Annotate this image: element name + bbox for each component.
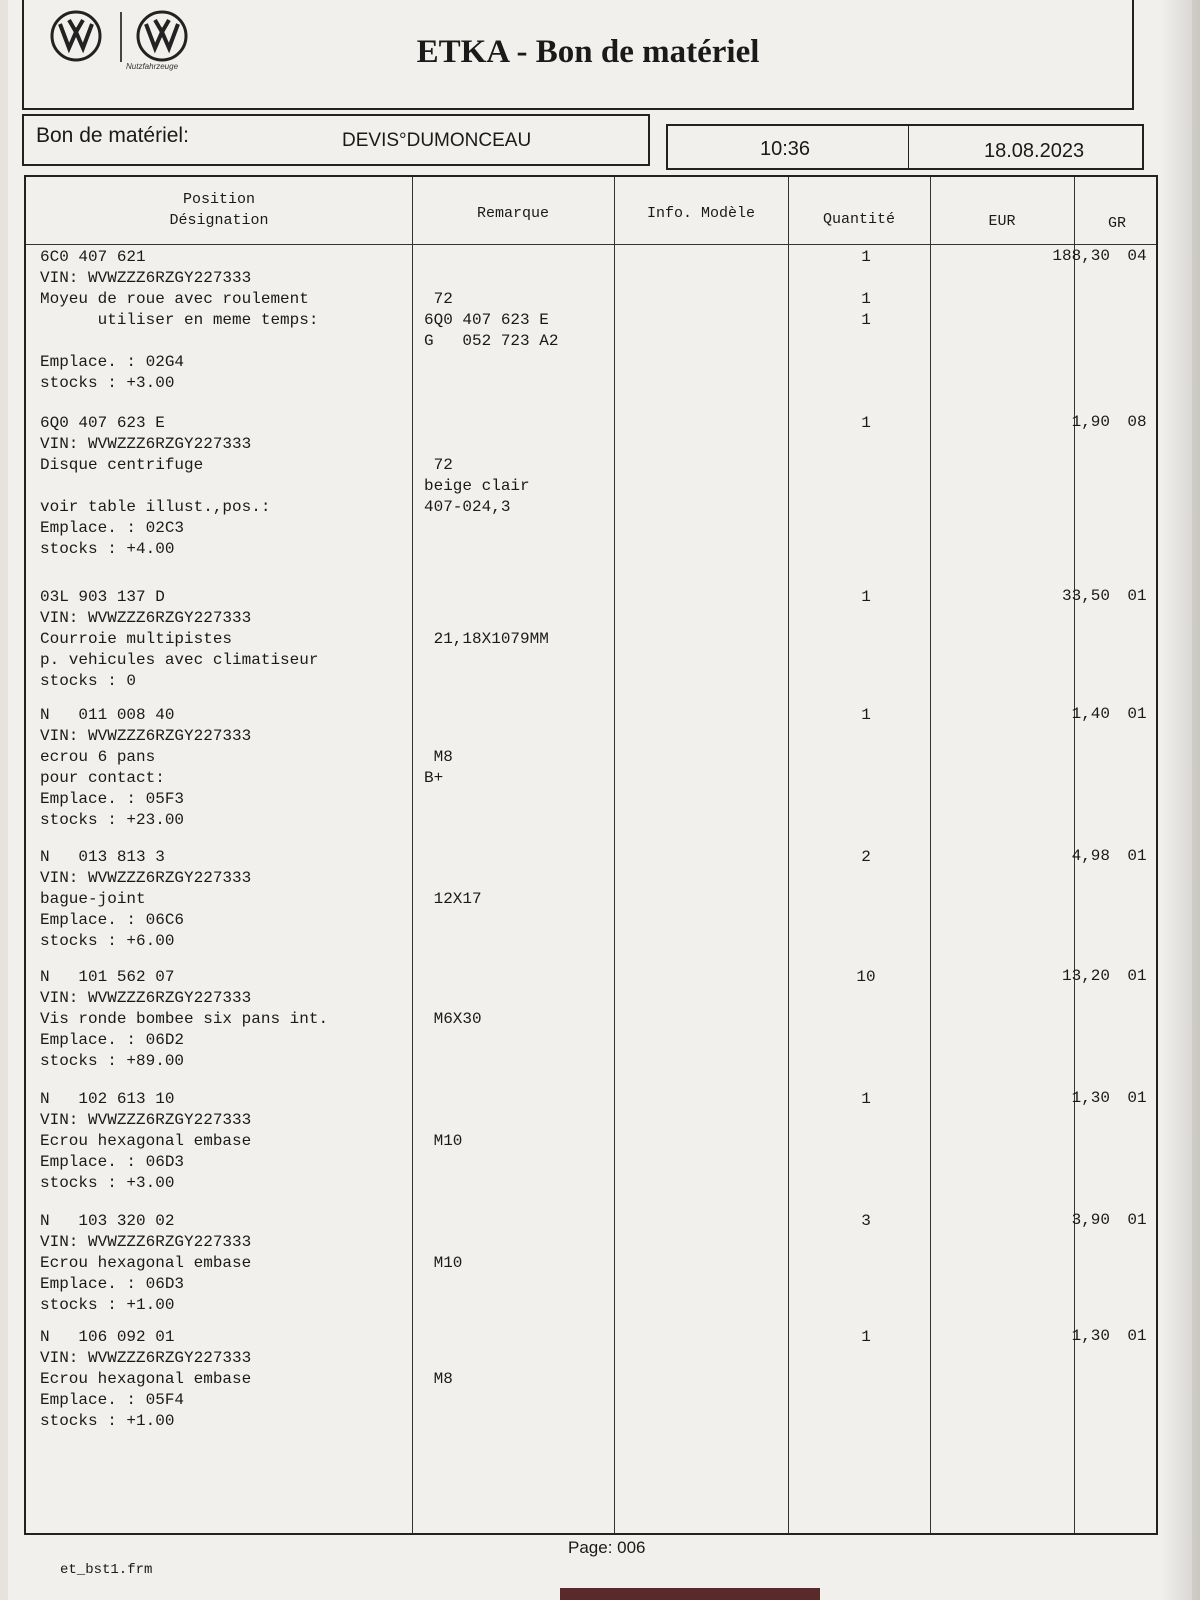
part-description: 6C0 407 621 VIN: WVWZZZ6RZGY227333 Moyeu de roue avec roulement utiliser en meme temps: Emplace. : 02G4 stocks : +3.00 — [40, 248, 319, 392]
part-quantity: 10 — [856, 968, 876, 986]
part-description: N 103 320 02 VIN: WVWZZZ6RZGY227333 Ecrou hexagonal embase Emplace. : 06D3 stocks : +1.00 — [40, 1212, 252, 1314]
part-group: 01 — [1127, 587, 1147, 605]
part-price: 33,50 — [1061, 587, 1110, 605]
document-label: Bon de matériel: — [36, 124, 189, 147]
part-quantity: 3 — [861, 1212, 871, 1230]
part-remark: 12X17 — [433, 890, 482, 908]
part-group: 01 — [1127, 847, 1147, 865]
part-remark: M10 — [433, 1254, 463, 1272]
col-header-info-modele: Info. Modèle — [646, 205, 756, 222]
part-group: 01 — [1127, 1211, 1147, 1229]
background-strip — [560, 1588, 820, 1600]
part-description: N 011 008 40 VIN: WVWZZZ6RZGY227333 ecrou 6 pans pour contact: Emplace. : 05F3 stocks : +23.00 — [40, 706, 252, 829]
column-divider — [930, 177, 931, 1533]
brand-subtitle: Nutzfahrzeuge — [126, 62, 179, 71]
part-remark: 72 beige clair 407-024,3 — [424, 456, 530, 516]
part-group: 04 — [1127, 247, 1147, 265]
part-remark: 72 6Q0 407 623 E G 052 723 A2 — [424, 290, 559, 350]
column-divider — [412, 177, 413, 1533]
part-quantity: 1 1 1 — [861, 248, 871, 329]
part-remark: M8 — [433, 1370, 453, 1388]
part-description: N 013 813 3 VIN: WVWZZZ6RZGY227333 bague-joint Emplace. : 06C6 stocks : +6.00 — [40, 848, 252, 950]
col-header-gr: GR — [1107, 215, 1126, 232]
part-remark: M8 B+ — [424, 748, 453, 787]
part-group: 01 — [1127, 705, 1147, 723]
part-price: 3,90 — [1071, 1211, 1110, 1229]
time-value: 10:36 — [760, 138, 811, 160]
part-price: 1,40 — [1071, 705, 1110, 723]
datetime-box — [666, 124, 1144, 170]
part-remark: 21,18X1079MM — [433, 630, 549, 648]
part-quantity: 1 — [861, 1090, 871, 1108]
part-price: 13,20 — [1061, 967, 1110, 985]
datetime-divider — [908, 126, 909, 168]
paper-shadow — [1160, 0, 1200, 1600]
part-description: 03L 903 137 D VIN: WVWZZZ6RZGY227333 Courroie multipistes p. vehicules avec climatiseur stocks : 0 — [40, 588, 319, 690]
part-quantity: 2 — [861, 848, 871, 866]
parts-table — [24, 175, 1158, 1535]
column-divider — [788, 177, 789, 1533]
part-group: 01 — [1127, 1327, 1147, 1345]
part-description: N 101 562 07 VIN: WVWZZZ6RZGY227333 Vis ronde bombee six pans int. Emplace. : 06D2 stocks : +89.00 — [40, 968, 329, 1070]
document-name: DEVIS°DUMONCEAU — [342, 130, 532, 151]
part-price: 188,30 — [1052, 247, 1110, 265]
col-header-quantite: Quantité — [822, 211, 895, 228]
part-group: 01 — [1127, 967, 1147, 985]
page-number: Page: 006 — [568, 1538, 646, 1557]
col-header-position: Position Désignation — [169, 191, 269, 229]
part-price: 1,30 — [1071, 1327, 1110, 1345]
part-price: 4,98 — [1071, 847, 1110, 865]
part-group: 08 — [1127, 413, 1147, 431]
part-quantity: 1 — [861, 706, 871, 724]
header-divider — [26, 244, 1156, 245]
date-value: 18.08.2023 — [984, 140, 1085, 162]
header-box — [22, 0, 1134, 110]
part-group: 01 — [1127, 1089, 1147, 1107]
document-page — [8, 0, 1192, 1600]
part-price: 1,90 — [1071, 413, 1110, 431]
part-description: N 106 092 01 VIN: WVWZZZ6RZGY227333 Ecrou hexagonal embase Emplace. : 05F4 stocks : +1.00 — [40, 1328, 252, 1430]
page-title: ETKA - Bon de matériel — [416, 34, 760, 70]
part-remark: M10 — [433, 1132, 463, 1150]
part-description: N 102 613 10 VIN: WVWZZZ6RZGY227333 Ecrou hexagonal embase Emplace. : 06D3 stocks : +3.00 — [40, 1090, 252, 1192]
col-header-remarque: Remarque — [476, 205, 549, 222]
part-description: 6Q0 407 623 E VIN: WVWZZZ6RZGY227333 Disque centrifuge voir table illust.,pos.: Emplace. : 02C3 stocks : +4.00 — [40, 414, 271, 558]
part-quantity: 1 — [861, 588, 871, 606]
part-remark: M6X30 — [433, 1010, 482, 1028]
col-header-eur: EUR — [988, 213, 1016, 230]
part-quantity: 1 — [861, 414, 871, 432]
part-quantity: 1 — [861, 1328, 871, 1346]
column-divider — [614, 177, 615, 1533]
document-label-box — [22, 114, 650, 166]
part-price: 1,30 — [1071, 1089, 1110, 1107]
form-filename: et_bst1.frm — [60, 1562, 153, 1578]
